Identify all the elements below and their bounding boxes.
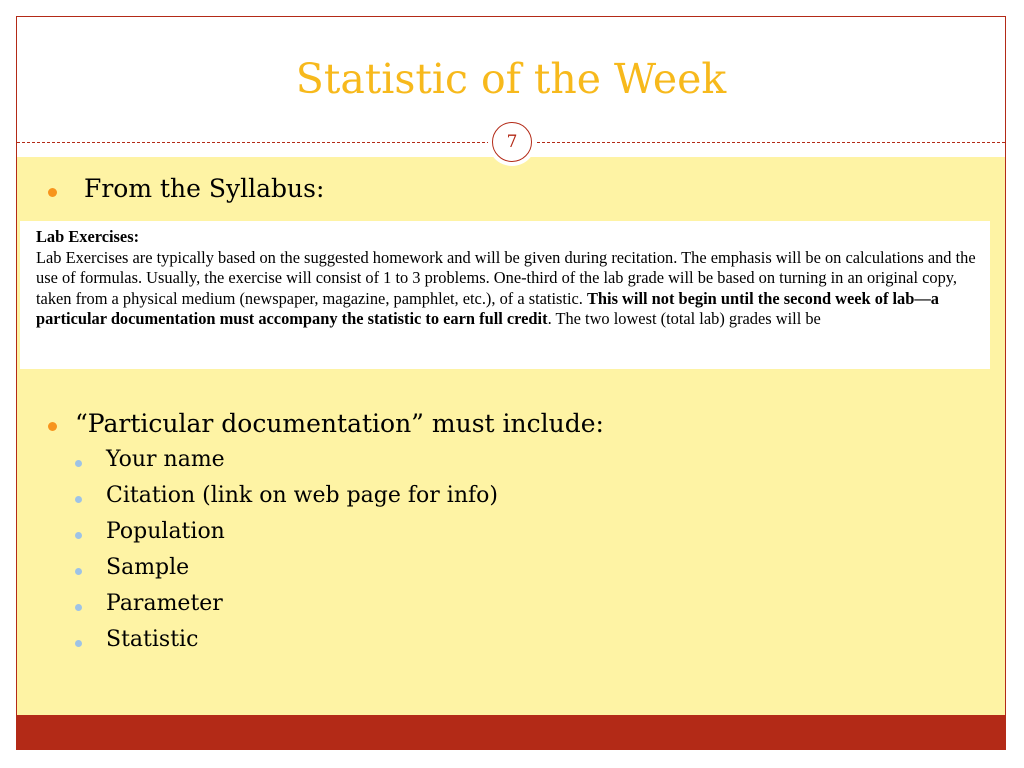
bullet-documentation: “Particular documentation” must include: — [75, 409, 604, 438]
syllabus-body-bold: This will not begin until the second week of lab—a particular documentation must accompany the statistic to earn full credit — [36, 288, 939, 328]
slide-title: Statistic of the Week — [295, 55, 727, 103]
syllabus-excerpt — [20, 221, 990, 369]
list-item-label: Citation (link on web page for info) — [106, 483, 498, 508]
sub-bullet-icon — [75, 532, 82, 539]
sub-bullet-icon — [75, 640, 82, 647]
sub-bullet-icon — [75, 604, 82, 611]
slide-number: 7 — [492, 122, 532, 162]
slide — [16, 16, 1006, 750]
syllabus-heading: Lab Exercises: — [36, 227, 140, 246]
list-item-label: Sample — [106, 555, 190, 580]
bullet-dot-icon — [48, 188, 57, 197]
slide-number-badge — [488, 118, 536, 166]
syllabus-body: Lab Exercises are typically based on the suggested homework and will be given during recitation. The emphasis will be on calculations and the use of formulas. Usually, the exercise will consist of 1 to 3 problems. One-third of the lab grade will be based on turning in an original copy, taken from a physical medium (newspaper, magazine, pamphlet, etc.), of a statistic. — [36, 247, 976, 308]
syllabus-body-end: . The two lowest (total lab) grades will be — [547, 309, 821, 328]
list-item-label: Your name — [106, 447, 225, 472]
list-item-label: Statistic — [106, 627, 199, 652]
list-item-label: Parameter — [106, 591, 223, 616]
list-item-label: Population — [106, 519, 225, 544]
bullet-from-syllabus: From the Syllabus: — [84, 174, 325, 203]
sub-bullet-icon — [75, 568, 82, 575]
sub-bullet-icon — [75, 460, 82, 467]
sub-bullet-icon — [75, 496, 82, 503]
bullet-dot-icon — [48, 422, 57, 431]
footer-bar — [17, 715, 1005, 750]
